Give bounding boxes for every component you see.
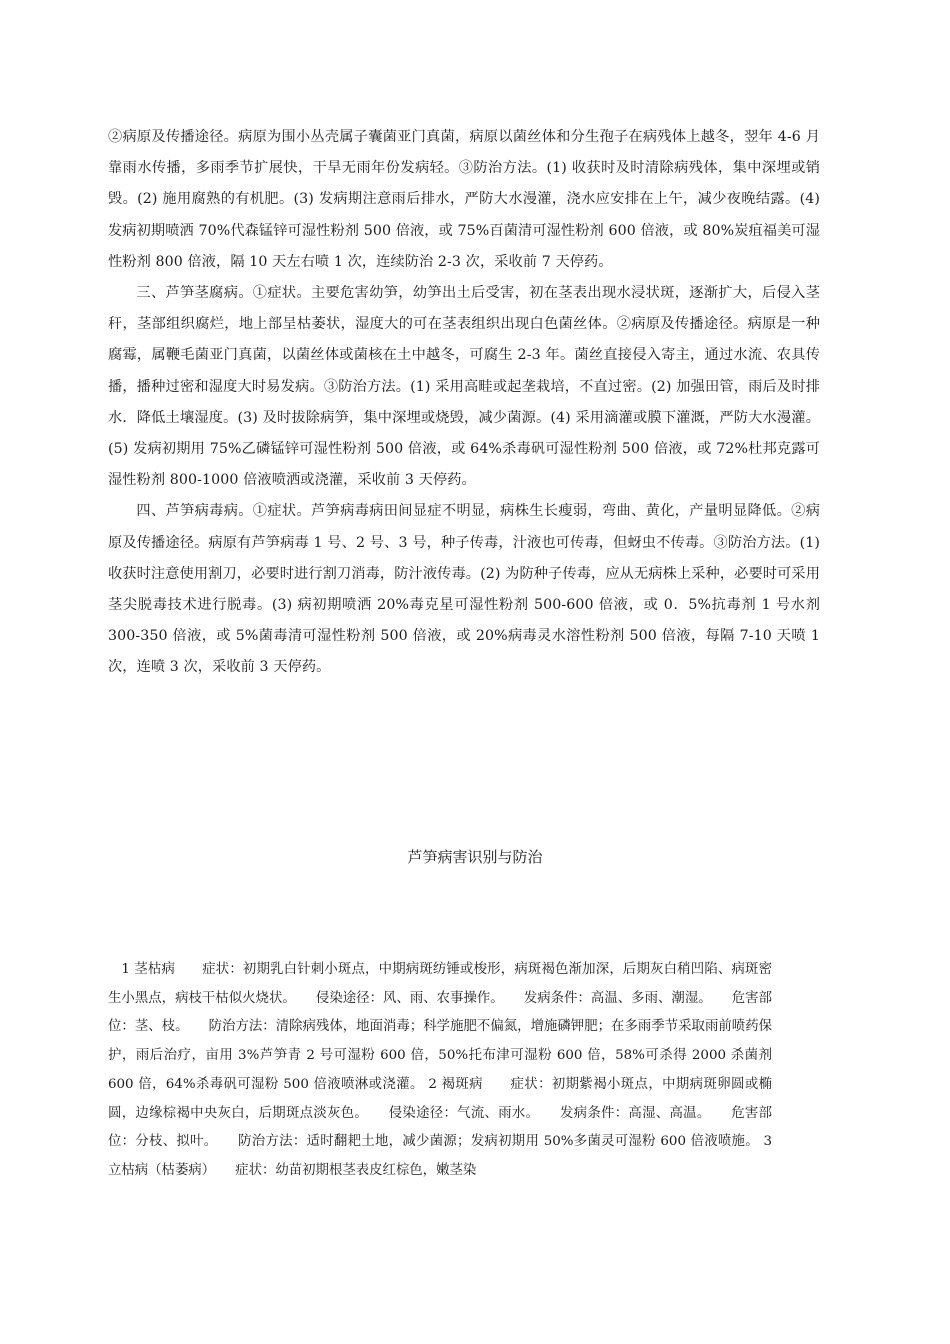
section-title: 芦笋病害识别与防治: [407, 848, 543, 866]
paragraph-stem-rot: 三、芦笋茎腐病。①症状。主要危害幼笋，幼笋出土后受害，初在茎表出现水浸状斑，逐渐扩大，后侵入茎秆，茎部组织腐烂，地上部呈枯萎状，湿度大的可在茎表组织出现白色菌丝体。②病原及传播途径。病原是一种腐霉，属鞭毛菌亚门真菌，以菌丝体或菌核在土中越冬，可腐生 2-3 年。菌丝直接侵入寄主，通过水流、农具传播，播种过密和湿度大时易发病。③防治方法。(1) 采用高畦或起垄栽培，不直过密。(2) 加强田管，雨后及时排水．降低土壤湿度。(3) 及时拔除病笋，集中深埋或烧毁，减少菌源。(4) 采用滴灌或膜下灌溉，严防大水漫灌。(5) 发病初期用 75%乙磷锰锌可湿性粉剂 500 倍液，或 64%杀毒矾可湿性粉剂 500 倍液，或 72%杜邦克露可湿性粉剂 800-1000 倍液喷洒或浇灌，采收前 3 天停药。: [108, 285, 820, 489]
text-block-identification: [108, 956, 772, 1186]
paragraph-virus-disease: 四、芦笋病毒病。①症状。芦笋病毒病田间显症不明显，病株生长瘦弱，弯曲、黄化，产量明显降低。②病原及传播途径。病原有芦笋病毒 1 号、2 号、3 号，种子传毒，汁液也可传毒，但蚜虫不传毒。③防治方法。(1) 收获时注意使用割刀，必要时进行割刀消毒，防汁液传毒。(2) 为防种子传毒，应从无病株上采种，必要时可采用茎尖脱毒技术进行脱毒。(3) 病初期喷洒 20%毒克星可湿性粉剂 500-600 倍液，或 0．5%抗毒剂 1 号水剂 300-350 倍液，或 5%菌毒清可湿性粉剂 500 倍液，或 20%病毒灵水溶性粉剂 500 倍液，每隔 7-10 天喷 1 次，连喷 3 次，采收前 3 天停药。: [108, 503, 820, 676]
text-block-diseases: [108, 122, 820, 684]
paragraph-anthracnose-control: ②病原及传播途径。病原为围小丛壳属子囊菌亚门真菌，病原以菌丝体和分生孢子在病残体上越冬，翌年 4-6 月靠雨水传播，多雨季节扩展快，干旱无雨年份发病轻。③防治方法。(1) 收获时及时清除病残体，集中深埋或销毁。(2) 施用腐熟的有机肥。(3) 发病期注意雨后排水，严防大水漫灌，浇水应安排在上午，减少夜晚结露。(4) 发病初期喷洒 70%代森锰锌可湿性粉剂 500 倍液，或 75%百菌清可湿性粉剂 600 倍液，或 80%炭疽福美可湿性粉剂 800 倍液，隔 10 天左右喷 1 次，连续防治 2-3 次，采收前 7 天停药。: [108, 129, 820, 270]
paragraph-disease-list: 1 茎枯病 症状：初期乳白针刺小斑点，中期病斑纺锤或梭形，病斑褐色渐加深，后期灰白稍凹陷、病斑密生小黑点，病枝干枯似火烧状。 侵染途径：风、雨、农事操作。 发病条件：高温、多雨、潮湿。 危害部位：茎、枝。 防治方法：清除病残体，地面消毒；科学施肥不偏氮，增施磷钾肥；在多雨季节采取雨前喷药保护，雨后治疗，亩用 3%芦笋青 2 号可湿粉 600 倍，50%托布津可湿粉 600 倍，58%可杀得 2000 杀菌剂 600 倍，64%杀毒矾可湿粉 500 倍液喷淋或浇灌。 2 褐斑病 症状：初期紫褐小斑点，中期病斑卵圆或椭圆，边缘棕褐中央灰白，后期斑点淡灰色。 侵染途径：气流、雨水。 发病条件：高湿、高温。 危害部位：分枝、拟叶。 防治方法：适时翻耙土地，减少菌源；发病初期用 50%多菌灵可湿粉 600 倍液喷施。 3 立枯病（枯萎病） 症状：幼苗初期根茎表皮红棕色，嫩茎染: [108, 962, 772, 1178]
